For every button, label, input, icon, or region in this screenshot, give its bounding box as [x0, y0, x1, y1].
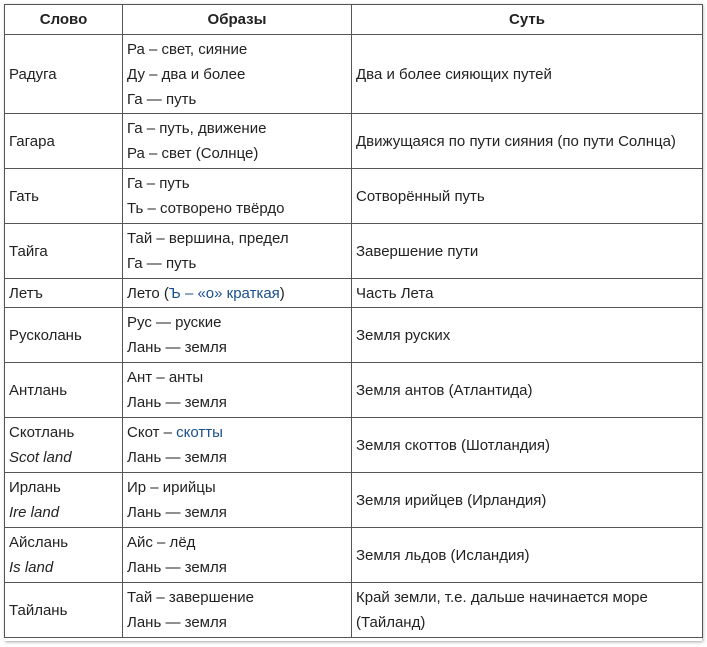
table-row — [5, 224, 703, 279]
essence-text: Край земли, т.е. дальше начинается море — [356, 589, 648, 606]
essence-cell — [352, 114, 703, 169]
word-cell — [5, 279, 123, 308]
word-cell — [5, 473, 123, 528]
word-text: Гагара — [9, 132, 55, 150]
image-line: Ть – сотворено твёрдо — [127, 200, 285, 217]
image-prefix: Скот – — [127, 424, 177, 441]
table-row — [5, 114, 703, 169]
image-line: Ду – два и более — [127, 65, 246, 83]
essence-cell — [352, 418, 703, 473]
essence-text: Часть Лета — [356, 284, 434, 302]
word-cell — [5, 583, 123, 638]
image-line: Лань — земля — [127, 559, 227, 576]
image-line: Лань — земля — [127, 614, 227, 631]
image-line: Лань — земля — [127, 449, 227, 466]
words-table — [4, 4, 703, 638]
word-text: Тайлань — [9, 601, 68, 619]
image-line: Айс – лёд — [127, 534, 196, 551]
word-text: Русколань — [9, 326, 82, 344]
image-line: Лань — земля — [127, 394, 227, 411]
table-row — [5, 308, 703, 363]
essence-text: Земля льдов (Исландия) — [356, 546, 530, 564]
essence-text: Земля скоттов (Шотландия) — [356, 436, 550, 454]
images-cell — [123, 363, 352, 418]
word-cell — [5, 528, 123, 583]
images-cell — [123, 114, 352, 169]
image-line: Ра – свет, сияние — [127, 40, 248, 58]
image-line: Лань — земля — [127, 504, 227, 521]
essence-text: Завершение пути — [356, 242, 479, 260]
images-cell — [123, 473, 352, 528]
image-link[interactable]: Ъ – «о» краткая — [168, 284, 280, 302]
essence-cell — [352, 35, 703, 114]
table-row — [5, 35, 703, 114]
essence-text: (Тайланд) — [356, 614, 426, 631]
image-line: Ир – ирийцы — [127, 479, 216, 496]
essence-cell — [352, 224, 703, 279]
header-images: Образы — [123, 5, 352, 35]
essence-text: Земля антов (Атлантида) — [356, 381, 533, 399]
essence-cell — [352, 363, 703, 418]
image-line: Тай – завершение — [127, 589, 254, 606]
word-cell — [5, 114, 123, 169]
table-row — [5, 583, 703, 638]
image-line: Га — путь — [127, 255, 197, 272]
word-english: Ire land — [9, 504, 60, 521]
image-line: Рус — руские — [127, 314, 222, 331]
essence-text: Земля ирийцев (Ирландия) — [356, 491, 547, 509]
image-line: Га – путь — [127, 175, 190, 192]
essence-cell — [352, 473, 703, 528]
images-cell — [123, 418, 352, 473]
images-cell — [123, 279, 352, 308]
table-row — [5, 528, 703, 583]
images-cell — [123, 169, 352, 224]
word-text: Тайга — [9, 242, 48, 260]
image-line: Тай – вершина, предел — [127, 230, 289, 247]
essence-text: Два и более сияющих путей — [356, 65, 552, 83]
word-cell — [5, 308, 123, 363]
image-line: Ант – анты — [127, 369, 204, 386]
essence-cell — [352, 169, 703, 224]
page-frame — [4, 4, 702, 641]
image-line — [127, 420, 347, 445]
table-row — [5, 418, 703, 473]
word-text: Летъ — [9, 284, 43, 302]
images-cell — [123, 224, 352, 279]
word-english: Scot land — [9, 449, 72, 466]
word-text: Радуга — [9, 65, 57, 83]
image-line — [127, 281, 347, 306]
word-text: Скотлань — [9, 424, 75, 441]
header-word: Слово — [5, 5, 123, 35]
header-essence: Суть — [352, 5, 703, 35]
images-cell — [123, 528, 352, 583]
word-text: Антлань — [9, 381, 68, 399]
image-line: Га — путь — [127, 90, 197, 108]
image-line: Ра – свет (Солнце) — [127, 145, 259, 162]
essence-cell — [352, 528, 703, 583]
image-suffix: ) — [279, 284, 285, 302]
image-line: Га – путь, движение — [127, 120, 267, 137]
word-cell — [5, 35, 123, 114]
word-text: Гать — [9, 187, 39, 205]
word-cell — [5, 418, 123, 473]
table-row — [5, 363, 703, 418]
essence-text: Движущаяся по пути сияния (по пути Солнца) — [356, 132, 676, 150]
word-cell — [5, 169, 123, 224]
images-cell — [123, 35, 352, 114]
essence-text: Сотворённый путь — [356, 187, 485, 205]
image-link[interactable]: скотты — [176, 424, 223, 441]
images-cell — [123, 583, 352, 638]
essence-cell — [352, 279, 703, 308]
essence-cell — [352, 583, 703, 638]
word-text: Айслань — [9, 534, 69, 551]
image-prefix: Лето ( — [127, 284, 169, 302]
table-row — [5, 169, 703, 224]
essence-text: Земля руских — [356, 326, 451, 344]
header-row — [5, 5, 703, 35]
essence-cell — [352, 308, 703, 363]
image-line: Лань — земля — [127, 339, 227, 356]
images-cell — [123, 308, 352, 363]
word-text: Ирлань — [9, 479, 61, 496]
word-cell — [5, 224, 123, 279]
word-cell — [5, 363, 123, 418]
table-row — [5, 473, 703, 528]
word-english: Is land — [9, 559, 54, 576]
table-row — [5, 279, 703, 308]
